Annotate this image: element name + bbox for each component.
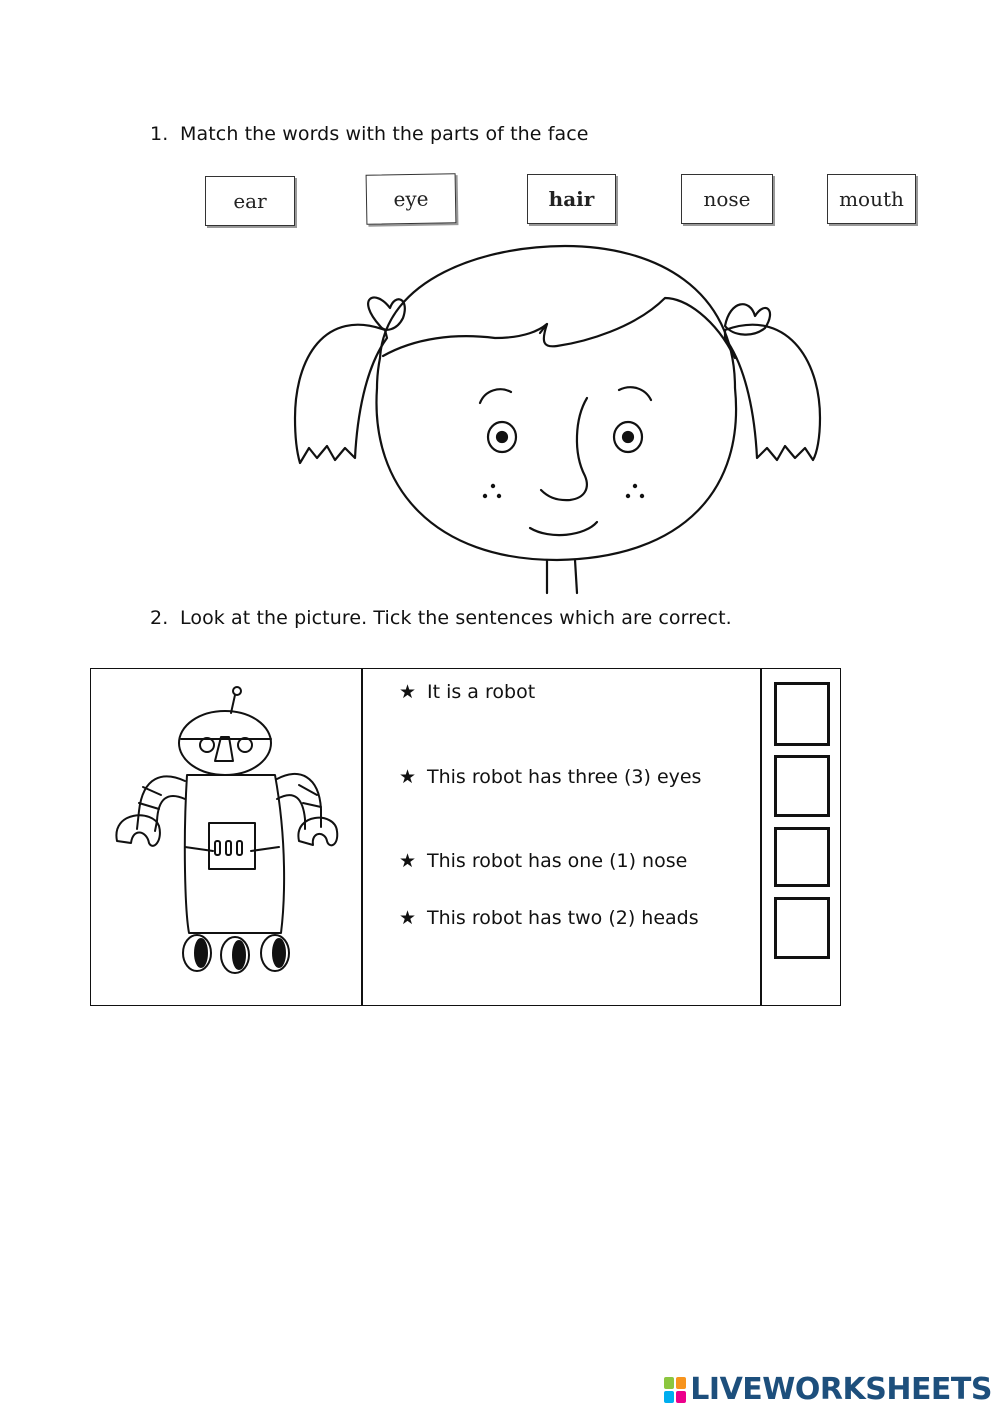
robot-right-arm [277, 774, 321, 829]
robot-wheels [183, 935, 289, 973]
question-2-text: Look at the picture. Tick the sentences which are correct. [180, 607, 732, 629]
star-bullet-icon: ★ [399, 681, 417, 703]
word-card-ear[interactable]: ear [205, 176, 295, 226]
right-freckles [626, 484, 644, 498]
robot-right-claw [298, 818, 337, 846]
girl-face-illustration [285, 238, 830, 598]
tick-box-3[interactable] [774, 827, 830, 887]
robot-nose [215, 737, 233, 761]
word-card-nose[interactable]: nose [681, 174, 773, 224]
tick-box-2[interactable] [774, 755, 830, 817]
sentence-4 [399, 907, 699, 929]
robot-head [179, 711, 271, 775]
word-card-mouth[interactable]: mouth [827, 174, 916, 224]
tick-box-4[interactable] [774, 897, 830, 959]
robot-illustration [103, 681, 343, 981]
sentence-3 [399, 850, 687, 872]
robot-left-eye [200, 738, 214, 752]
left-pupil [497, 432, 507, 442]
left-bow [368, 298, 405, 330]
right-pigtail [725, 325, 820, 460]
question-1-title [150, 123, 589, 145]
question-2-number: 2. [150, 607, 169, 629]
star-bullet-icon: ★ [399, 766, 417, 788]
liveworksheets-logo-icon [664, 1377, 686, 1403]
nose-line [541, 398, 587, 500]
liveworksheets-logo-text: LIVEWORKSHEETS [690, 1372, 992, 1407]
hair-fringe [383, 298, 735, 358]
sentence-1 [399, 681, 535, 703]
head-outline [376, 246, 736, 560]
sentence-2-text: This robot has three (3) eyes [427, 766, 702, 788]
column-divider-2 [760, 669, 762, 1005]
sentence-2 [399, 766, 701, 788]
robot-right-eye [238, 738, 252, 752]
word-card-hair[interactable]: hair [527, 174, 616, 224]
right-eyebrow [619, 387, 651, 400]
left-eyebrow [480, 389, 511, 403]
question-2-title [150, 607, 732, 629]
column-divider-1 [361, 669, 363, 1005]
right-pupil [623, 432, 633, 442]
star-bullet-icon: ★ [399, 850, 417, 872]
left-freckles [483, 484, 501, 498]
robot-body [185, 775, 284, 933]
left-pigtail [295, 325, 387, 463]
sentence-3-text: This robot has one (1) nose [427, 850, 688, 872]
sentence-4-text: This robot has two (2) heads [427, 907, 699, 929]
neck-lines [547, 560, 577, 593]
question-1-number: 1. [150, 123, 169, 145]
sentence-1-text: It is a robot [427, 681, 536, 703]
robot-table [90, 668, 841, 1006]
word-card-eye[interactable]: eye [366, 173, 457, 225]
liveworksheets-logo [664, 1372, 992, 1407]
question-1-text: Match the words with the parts of the face [180, 123, 589, 145]
mouth-smile [530, 522, 597, 535]
star-bullet-icon: ★ [399, 907, 417, 929]
right-bow [725, 304, 770, 334]
tick-box-1[interactable] [774, 682, 830, 746]
